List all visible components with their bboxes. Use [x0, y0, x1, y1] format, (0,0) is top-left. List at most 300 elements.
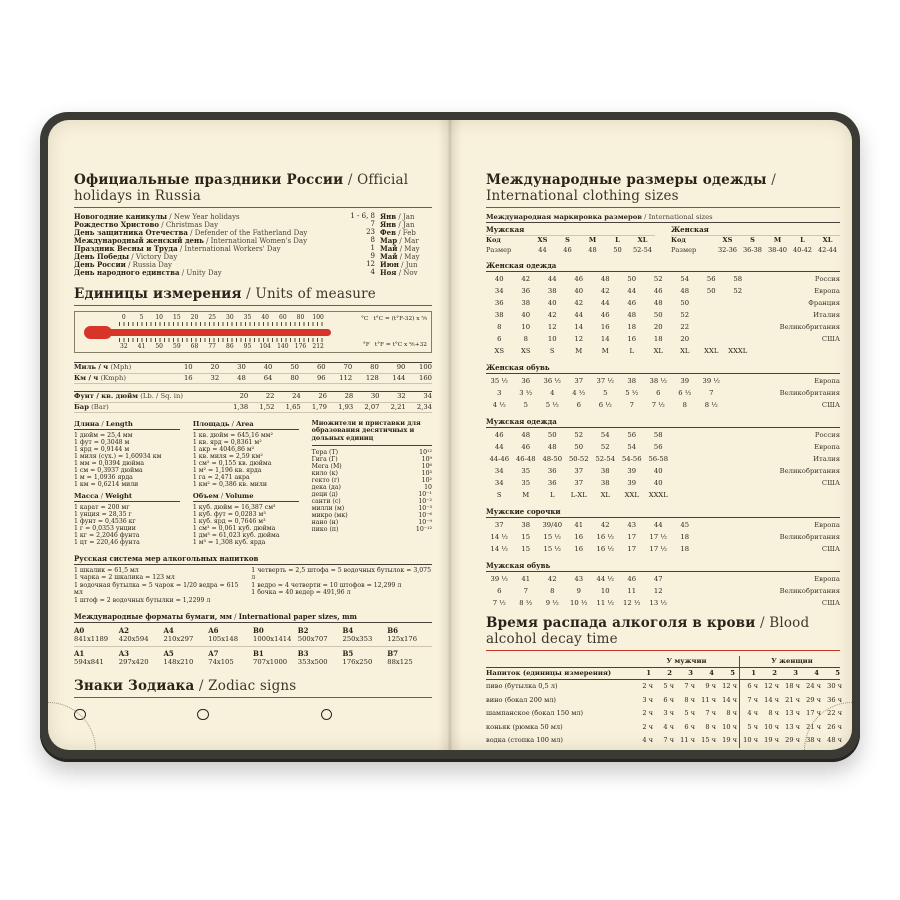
size-row	[486, 345, 840, 357]
size-cell: 37	[574, 467, 584, 475]
women-codes-row: Код XS S M L XL	[671, 236, 840, 246]
decay-hours-cell: 8 ч	[726, 709, 737, 717]
decay-hours-cell: 26 ч	[827, 722, 842, 731]
conversion-line: 1 куб. фут = 0,0283 м³	[192, 511, 266, 518]
paper-format-cell: A2 420x594	[118, 626, 149, 644]
prefix-row	[312, 498, 432, 505]
fahrenheit-tick: 59	[173, 343, 181, 350]
size-cell: 6 ½	[598, 401, 612, 409]
holiday-name: День защитника Отечества / Defender of the Fatherland Day	[74, 229, 344, 237]
size-cell: 36	[547, 479, 557, 487]
kmph-value: 144	[392, 373, 406, 382]
decay-hours-cell: 6 ч	[663, 695, 674, 704]
size-cell: 39	[627, 467, 637, 475]
size-cell: 52	[600, 443, 610, 451]
size-cell: 40	[494, 275, 504, 283]
decay-hours-cell: 14 ч	[722, 695, 737, 704]
holiday-month: Янв / Jan	[380, 221, 432, 229]
size-cell: 37 ½	[596, 377, 614, 385]
country-label: Европа	[814, 521, 840, 529]
prefix-row	[312, 505, 432, 512]
zodiac-sign-icon	[197, 709, 209, 721]
prefix-power: 10²	[421, 477, 432, 485]
size-value: 50	[613, 245, 622, 254]
prefix-row	[312, 456, 432, 463]
size-cell: 15 ½	[543, 545, 561, 553]
size-cell: 5 ½	[545, 401, 559, 409]
size-cell: XS	[494, 347, 504, 355]
prefix-power: 10⁻⁹	[418, 519, 432, 527]
men-marking	[486, 225, 655, 255]
size-row	[486, 489, 840, 501]
men-clothing-title: Мужская одежда	[486, 417, 840, 428]
size-cell: 38	[600, 479, 610, 487]
size-cell: 38	[627, 377, 637, 385]
size-cell: 17	[627, 533, 637, 541]
kmph-value: 112	[339, 373, 353, 382]
size-row	[486, 543, 840, 555]
size-row	[486, 321, 840, 333]
size-cell: S	[549, 347, 555, 355]
size-code: S	[565, 236, 570, 244]
dose-count-header: 3	[688, 669, 693, 677]
thermometer-diagram	[74, 311, 432, 353]
psi-value: 28	[344, 392, 354, 400]
size-cell: 22	[680, 323, 690, 331]
prefixes-column	[312, 420, 432, 546]
conversion-line: 1 фут = 0,3048 м	[74, 439, 130, 446]
fahrenheit-tick: 77	[208, 343, 216, 350]
size-cell: 6	[576, 401, 581, 409]
country-label: Италия	[813, 311, 840, 319]
conversion-line: 1 км² = 0,386 кв. мили	[192, 481, 267, 488]
pressure-conversion-table	[74, 391, 432, 413]
paper-row-1	[74, 624, 432, 647]
celsius-tick: 35	[243, 314, 252, 321]
drink-row	[486, 680, 840, 694]
prefix-row	[312, 519, 432, 526]
men-shoes-rows	[486, 573, 840, 609]
paper-row-2	[74, 647, 432, 669]
prefix-power: 10³	[421, 470, 432, 478]
size-cell: 10	[521, 323, 531, 331]
size-cell: 54	[600, 431, 610, 439]
size-cell: 58	[653, 431, 663, 439]
size-cell: 58	[733, 275, 743, 283]
decay-hours-cell: 15 ч	[701, 736, 716, 744]
open-pages	[48, 120, 852, 750]
size-cell: 48-50	[542, 455, 563, 463]
psi-value: 24	[292, 392, 301, 400]
country-label: Великобритания	[779, 389, 840, 397]
decay-hours-cell: 13 ч	[785, 722, 800, 731]
kmph-value: 16	[183, 373, 193, 382]
size-cell: 38	[521, 299, 531, 307]
size-cell: 4 ½	[572, 389, 586, 397]
holiday-row	[74, 253, 432, 261]
conversion-line: 1 кв. миля = 2,59 км²	[192, 453, 263, 460]
size-cell: 7 ½	[651, 401, 665, 409]
size-cell: 42	[600, 287, 610, 295]
size-cell: 50	[627, 275, 637, 283]
size-cell: 14 ½	[490, 533, 508, 541]
size-cell: 5	[523, 401, 528, 409]
size-cell: 6 ½	[678, 389, 692, 397]
size-cell: 44	[600, 299, 610, 307]
size-cell: 44 ½	[596, 575, 614, 583]
prefix-power: 10⁻¹	[418, 491, 432, 499]
size-row	[486, 285, 840, 297]
decay-hours-cell: 19 ч	[764, 736, 779, 744]
dose-count-header: 5	[730, 669, 735, 677]
size-cell: 42	[574, 299, 584, 307]
size-cell: 18	[680, 545, 690, 553]
paper-format-cell: A0 841x1189	[74, 626, 109, 644]
tick-marks-bottom	[119, 338, 323, 342]
paper-format-cell: B6 125x176	[387, 626, 418, 644]
size-row	[486, 429, 840, 441]
women-clothing-section	[486, 261, 840, 357]
size-cell: 39 ½	[490, 575, 508, 583]
bar-label: Бар (Bar)	[74, 402, 109, 411]
blood-alcohol-section	[486, 615, 840, 748]
size-cell: 48	[680, 287, 690, 295]
holiday-name: День Победы / Victory Day	[74, 253, 344, 261]
decay-hours-cell: 9 ч	[705, 682, 716, 690]
size-cell: XL	[680, 347, 690, 355]
mph-value: 50	[290, 363, 299, 371]
units-title	[74, 286, 432, 306]
size-cell: XXL	[624, 491, 639, 499]
size-cell: 3 ½	[519, 389, 533, 397]
size-code: XL	[822, 236, 833, 244]
men-clothing-section	[486, 417, 840, 501]
size-cell: 42	[600, 521, 610, 529]
zodiac-title	[74, 678, 432, 698]
decay-hours-cell: 6 ч	[739, 680, 760, 694]
zodiac-item	[197, 706, 308, 723]
paper-format-cell: A6 105x148	[208, 626, 239, 644]
size-cell: 11 ½	[596, 599, 614, 607]
size-cell: 8 ½	[704, 401, 718, 409]
drinks-header-row	[486, 667, 840, 680]
holiday-month: Фев / Feb	[380, 229, 432, 237]
size-cell: 36	[547, 467, 557, 475]
holiday-day: 7	[370, 220, 375, 228]
prefix-name: гекто (г)	[311, 477, 340, 485]
zodiac-column	[197, 706, 308, 723]
zodiac-title-ru: Знаки Зодиака	[74, 678, 195, 695]
men-clothing-rows	[486, 429, 840, 501]
size-cell: 52	[653, 275, 663, 283]
decay-hours-cell: 4 ч	[663, 722, 674, 731]
women-clothing-title: Женская одежда	[486, 261, 840, 272]
decay-hours-cell: 10 ч	[722, 722, 737, 731]
size-cell: 50	[680, 299, 690, 307]
clothing-title-ru: Международные размеры одежды	[486, 172, 767, 188]
prefix-power: 10⁻²	[418, 498, 432, 506]
decay-hours-cell: 22 ч	[827, 709, 842, 717]
decay-hours-cell: 2 ч	[642, 709, 653, 717]
size-row	[486, 333, 840, 345]
zodiac-columns	[74, 703, 432, 723]
size-cell: 16 ½	[596, 533, 614, 541]
size-cell: 18	[680, 533, 690, 541]
drink-name: пиво (бутылка 0,5 л)	[486, 682, 558, 690]
size-value: 40-42	[792, 245, 812, 254]
holiday-month: Июн / Jun	[380, 261, 432, 269]
size-cell: 48	[521, 431, 531, 439]
clothing-title	[486, 172, 840, 208]
country-label: Великобритания	[779, 533, 840, 541]
conversion-line: 1 м³ = 1,308 куб. ярда	[192, 539, 266, 546]
decay-hours-cell: 10 ч	[764, 722, 779, 731]
prefix-name: санти (с)	[311, 498, 341, 506]
size-cell: S	[496, 491, 502, 499]
conversion-line: 1 м² = 1,196 кв. ярда	[192, 467, 262, 474]
blood-alcohol-title-en: / Blood alcohol decay time	[486, 615, 809, 647]
measure-line: 1 шкалик = 61,5 мл	[74, 567, 139, 574]
conversion-line: 1 акр = 4046,86 м²	[192, 446, 255, 453]
drink-name: коньяк (рюмка 50 мл)	[486, 722, 563, 731]
size-value: 36-38	[742, 245, 762, 254]
bar-value: 1,65	[285, 402, 301, 411]
drink-name: шампанское (бокал 150 мл)	[486, 709, 584, 717]
left-page	[48, 120, 450, 750]
decay-hours-cell: 18 ч	[785, 682, 800, 690]
size-cell: M	[522, 491, 530, 499]
prefix-row	[312, 449, 432, 456]
mph-value: 10	[183, 363, 193, 371]
prefix-name: деци (д)	[311, 491, 338, 499]
size-row	[486, 297, 840, 309]
size-cell: 34	[494, 287, 504, 295]
size-cell: 50	[706, 287, 716, 295]
mph-value: 80	[370, 363, 379, 371]
size-cell: 15 ½	[543, 533, 561, 541]
women-marking	[671, 225, 840, 255]
paper-format-cell: B7 88x125	[387, 649, 413, 667]
size-cell: 10	[547, 335, 557, 343]
fahrenheit-tick: 32	[120, 343, 128, 350]
decay-hours-cell: 14 ч	[764, 695, 779, 704]
empty-cell	[486, 656, 634, 667]
size-cell: 12	[574, 335, 584, 343]
size-cell: 54	[680, 275, 690, 283]
prefix-name: нано (н)	[311, 519, 339, 527]
size-cell: 13 ½	[649, 599, 667, 607]
decay-hours-cell: 3 ч	[642, 695, 653, 704]
men-shoes-section	[486, 561, 840, 609]
zodiac-title-en: / Zodiac signs	[194, 678, 296, 694]
prefix-row	[312, 484, 432, 491]
country-label: Россия	[814, 275, 840, 283]
conversion-line: 1 дюйм = 25,4 мм	[74, 432, 133, 439]
unit-conversion-columns	[74, 420, 432, 546]
size-cell: 17 ½	[649, 533, 667, 541]
celsius-tick: 5	[139, 314, 144, 321]
size-cell: 3	[497, 389, 502, 397]
size-cell: M	[575, 347, 583, 355]
size-cell: 8 ½	[519, 599, 533, 607]
women-shoes-rows	[486, 375, 840, 411]
size-cell: XL	[600, 491, 610, 499]
holiday-month: Ноя / Nov	[380, 269, 432, 277]
size-cell: 52	[574, 431, 584, 439]
size-cell: 42	[547, 311, 557, 319]
decay-hours-cell: 30 ч	[827, 682, 842, 690]
celsius-tick: 10	[155, 314, 163, 321]
length-mass-column	[74, 420, 180, 546]
bar-value: 2,21	[390, 402, 406, 411]
holiday-month: Янв / Jan	[380, 213, 432, 221]
size-cell: 16 ½	[596, 545, 614, 553]
size-code: XS	[537, 236, 548, 244]
decay-hours-cell: 36 ч	[827, 695, 842, 704]
russian-alcohol-measures	[74, 554, 432, 604]
decay-hours-cell: 5 ч	[739, 721, 760, 735]
size-cell: 40	[653, 467, 663, 475]
size-cell: 40	[521, 311, 531, 319]
decay-hours-cell: 24 ч	[806, 682, 821, 690]
decay-hours-cell: 4 ч	[739, 707, 760, 721]
size-cell: M	[601, 347, 609, 355]
prefix-power: 10⁻³	[418, 505, 432, 513]
size-cell: 56-58	[648, 455, 669, 463]
size-cell: 35	[521, 467, 531, 475]
blood-alcohol-title	[486, 615, 840, 651]
length-lines	[74, 432, 180, 488]
size-row	[486, 273, 840, 285]
size-cell: 45	[680, 521, 690, 529]
women-marking-title: Женская	[671, 225, 840, 236]
psi-value: 34	[423, 392, 432, 400]
celsius-tick: 100	[312, 314, 324, 321]
size-cell: 48	[547, 443, 557, 451]
size-value: 52-54	[632, 245, 652, 254]
women-shoes-title: Женская обувь	[486, 363, 840, 374]
size-row	[486, 375, 840, 387]
decay-hours-cell: 4 ч	[642, 736, 653, 744]
size-cell: 50	[574, 443, 584, 451]
size-cell: 18	[627, 323, 637, 331]
conversion-line: 1 дм³ = 61,023 куб. дюйма	[192, 532, 280, 539]
men-codes-row: Код XS S M L XL	[486, 236, 655, 246]
decay-hours-cell: 48 ч	[827, 736, 842, 744]
decay-hours-cell: 7 ч	[705, 709, 716, 717]
country-label	[672, 489, 841, 501]
holiday-day: 1	[370, 244, 375, 252]
size-cell: 9 ½	[545, 599, 559, 607]
prefix-power: 10	[424, 484, 432, 492]
size-cell: 46	[494, 431, 504, 439]
size-cell: 43	[574, 575, 584, 583]
area-volume-column	[193, 420, 299, 546]
mph-value: 70	[343, 363, 353, 371]
conversion-line: 1 км = 0,6214 мили	[74, 481, 139, 488]
size-cell: 7	[523, 587, 528, 595]
conversion-line: 1 унция = 28,35 г	[74, 511, 132, 518]
size-cell: 36 ½	[543, 377, 561, 385]
holiday-day: 8	[370, 236, 375, 244]
decay-hours-cell: 7 ч	[663, 736, 674, 744]
holiday-name: Международный женский день / International Women's Day	[74, 237, 344, 245]
size-value: 46	[563, 245, 572, 254]
psi-value: 32	[397, 392, 406, 400]
size-cell: L-XL	[570, 491, 587, 499]
mph-value: 40	[263, 363, 273, 371]
kmph-value: 96	[316, 373, 326, 382]
size-cell: 52	[680, 311, 690, 319]
paper-format-cell: B0 1000x1414	[253, 626, 292, 644]
size-cell: 40	[574, 287, 584, 295]
decay-hours-cell: 5 ч	[684, 709, 695, 717]
decay-hours-cell: 2 ч	[642, 722, 653, 731]
prefix-name: пико (п)	[311, 526, 339, 534]
blood-alcohol-title-ru: Время распада алкоголя в крови	[486, 615, 756, 631]
conversion-line: 1 миля (сух.) = 1,60934 км	[74, 453, 162, 460]
prefix-row	[312, 526, 432, 533]
fahrenheit-tick: 95	[243, 343, 252, 350]
size-cell: 41	[574, 521, 584, 529]
size-cell: 39 ½	[702, 377, 720, 385]
size-row	[486, 453, 840, 465]
psi-value: 22	[265, 392, 275, 400]
prefix-power: 10¹²	[419, 449, 432, 457]
country-label: США	[821, 401, 840, 409]
measure-line: 1 штоф = 2 водочных бутылки = 1,2299 л	[74, 596, 211, 604]
size-cell: 8	[523, 335, 528, 343]
size-cell: 38	[600, 467, 610, 475]
men-shirts-title: Мужские сорочки	[486, 507, 840, 518]
celsius-ticks	[115, 314, 327, 321]
drink-row	[486, 694, 840, 708]
prefix-power: 10⁻⁶	[418, 512, 432, 520]
size-cell: 36	[521, 287, 531, 295]
mph-value: 60	[316, 363, 326, 371]
size-row	[486, 465, 840, 477]
size-cell: 44	[653, 521, 663, 529]
size-cell: 34	[494, 479, 504, 487]
alcohol-col1	[74, 567, 241, 604]
country-label: США	[821, 599, 840, 607]
size-cell: 46	[600, 311, 610, 319]
paper-format-cell: B2 500x707	[297, 626, 328, 644]
size-cell: 6	[497, 335, 502, 343]
bar-value: 1,52	[259, 402, 275, 411]
conversion-line: 1 кв. дюйм = 645,16 мм²	[192, 432, 273, 439]
size-cell: 46	[627, 575, 637, 583]
size-cell: 10 ½	[570, 599, 588, 607]
paper-sizes-title: Международные форматы бумаги, мм / International paper sizes, mm	[74, 612, 432, 623]
decay-hours-cell: 17 ч	[806, 709, 821, 717]
size-cell: 7 ½	[492, 599, 506, 607]
size-row	[486, 597, 840, 609]
holiday-name: Новогодние каникулы / New Year holidays	[74, 213, 344, 221]
prefixes-heading: Множители и приставки для образования десятичных и дольных единиц	[312, 420, 432, 446]
women-shoes-section	[486, 363, 840, 411]
drinks-rows	[486, 680, 840, 748]
holidays-list	[74, 213, 432, 277]
book-spine	[438, 120, 462, 750]
conversion-line: 1 см³ = 0,061 куб. дюйма	[192, 525, 276, 532]
country-label: Европа	[814, 377, 840, 385]
kmph-row	[74, 374, 432, 385]
zodiac-column	[74, 706, 185, 723]
size-cell: 52	[733, 287, 743, 295]
size-cell: 38	[521, 521, 531, 529]
mph-label: Миль / ч (Mph)	[74, 363, 132, 371]
